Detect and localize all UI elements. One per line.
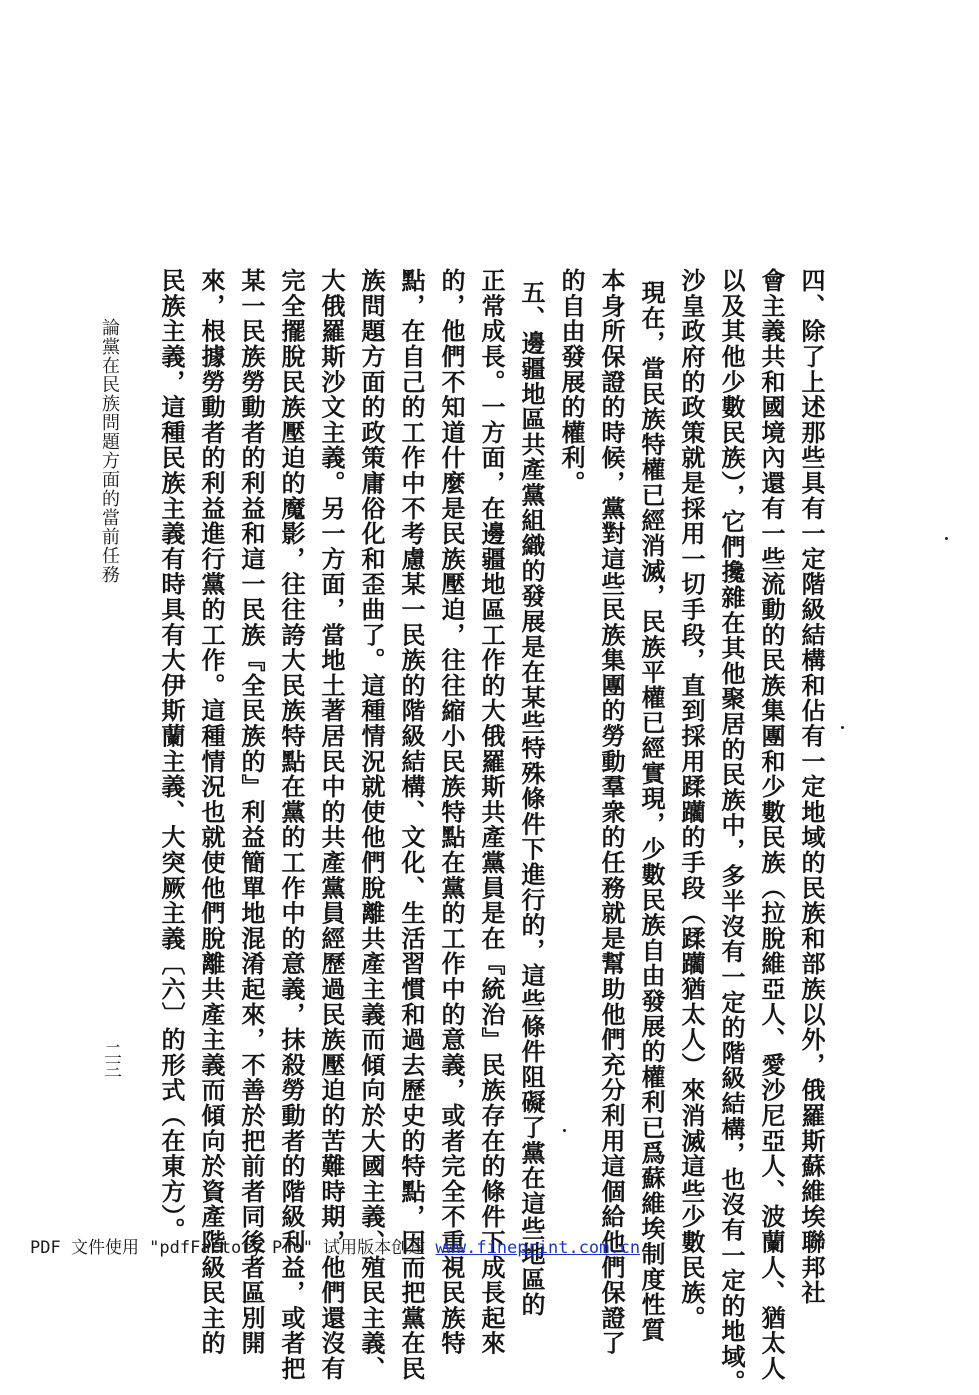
text-column-6: 本身所保證的時候，黨對這些民族集團的勞動羣衆的任務就是幫助他們充分利用這個給他們保證了 (597, 268, 626, 1356)
scan-speck (945, 537, 948, 540)
text-column-2: 會主義共和國境內還有一些流動的民族集團和少數民族（拉脫維亞人、愛沙尼亞人、波蘭人、猶太人 (757, 268, 786, 1382)
scan-speck (841, 726, 844, 729)
text-column-1: 四、除了上述那些具有一定階級結構和佔有一定地域的民族和部族以外，俄羅斯蘇維埃聯邦社 (797, 268, 826, 1306)
text-column-13: 大俄羅斯沙文主義。另一方面，當地土著居民中的共產黨員經歷過民族壓迫的苦難時期，他們還沒有 (317, 268, 346, 1382)
text-column-7: 的自由發展的權利。 (557, 268, 586, 496)
footer-text: PDF 文件使用 "pdfFactory Pro" 试用版本创建 (30, 1238, 436, 1258)
text-column-15: 某一民族勞動者的利益和這一民族『全民族的』利益簡單地混淆起來，不善於把前者同後者區別開 (237, 268, 266, 1356)
text-column-3: 以及其他少數民族），它們攙雜在其他聚居的民族中，多半沒有一定的階級結構，也沒有一定的地域。 (717, 268, 746, 1395)
text-column-8: 五、邊疆地區共產黨組織的發展是在某些特殊條件下進行的，這些條件阻礙了黨在這些地區的 (517, 280, 546, 1318)
text-column-5: 現在，當民族特權已經消滅，民族平權已經實現，少數民族自由發展的權利已爲蘇維埃制度性質 (637, 280, 666, 1343)
text-column-4: 沙皇政府的政策就是採用一切手段，直到採用蹂躪的手段（蹂躪猶太人）來消滅這些少數民族。 (677, 268, 706, 1331)
text-column-14: 完全擺脫民族壓迫的魔影，往往誇大民族特點在黨的工作中的意義，抹殺勞動者的階級利益，或者把 (277, 268, 306, 1382)
text-column-16: 來，根據勞動者的利益進行黨的工作。這種情況也就使他們脫離共產主義而傾向於資產階級民主的 (197, 268, 226, 1356)
pdf-footer (30, 1233, 640, 1258)
footer-link[interactable]: www.fineprint.com.cn (435, 1238, 641, 1258)
text-column-10: 的，他們不知道什麼是民族壓迫，往往縮小民族特點在黨的工作中的意義，或者完全不重視民族特 (437, 268, 466, 1356)
scan-speck (563, 1129, 566, 1132)
page-number: 二三 (101, 1042, 122, 1078)
text-column-9: 正常成長。一方面，在邊疆地區工作的大俄羅斯共產黨員是在『統治』民族存在的條件下成長起來 (477, 268, 506, 1356)
text-column-12: 族問題方面的政策庸俗化和歪曲了。這種情況就使他們脫離共產主義而傾向於大國主義、殖民主義、 (357, 268, 386, 1382)
text-column-17: 民族主義，這種民族主義有時具有大伊斯蘭主義、大突厥主義〔六〕的形式（在東方）。 (157, 268, 186, 1243)
text-column-11: 點，在自己的工作中不考慮某一民族的階級結構、文化、生活習慣和過去歷史的特點，因而把黨在民 (397, 268, 426, 1382)
running-header: 論黨在民族問題方面的當前任務 (99, 318, 120, 584)
